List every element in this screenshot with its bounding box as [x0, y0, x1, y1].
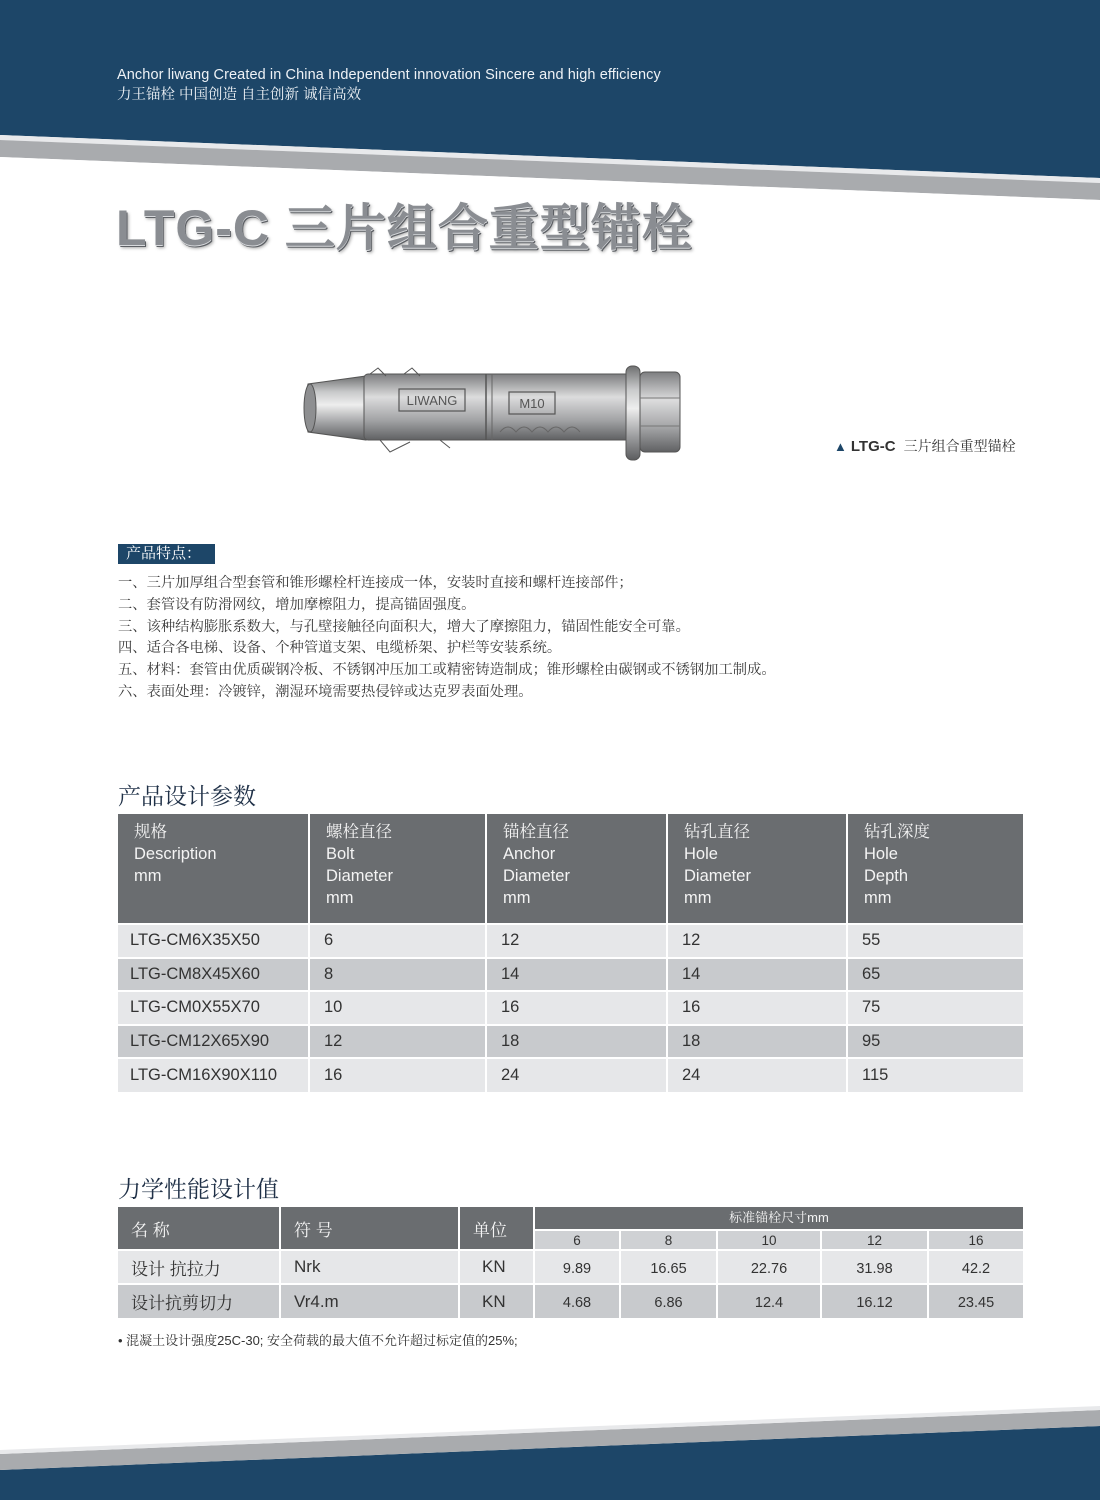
cell-value: 31.98 — [821, 1250, 928, 1284]
header-anchor-diameter: 锚栓直径 Anchor Diameter mm — [486, 814, 667, 924]
features-list — [118, 573, 776, 704]
cell-value: 16.12 — [821, 1284, 928, 1318]
table-row — [118, 991, 1023, 1025]
cell-hole-depth: 55 — [847, 924, 1023, 958]
cell-value: 9.89 — [534, 1250, 620, 1284]
header-size: 12 — [821, 1230, 928, 1250]
cell-hole-depth: 75 — [847, 991, 1023, 1025]
params-section-title: 产品设计参数 — [118, 783, 256, 809]
cell-hole-depth: 115 — [847, 1058, 1023, 1092]
feature-item: 二、套管设有防滑网纹，增加摩檫阻力，提高锚固强度。 — [118, 596, 476, 613]
cell-bolt-diameter: 12 — [309, 1025, 486, 1059]
feature-item: 三、该种结构膨胀系数大，与孔壁接触径向面积大，增大了摩擦阻力，锚固性能安全可靠。 — [118, 618, 690, 635]
product-caption — [834, 436, 1016, 456]
header-hole-diameter: 钻孔直径 Hole Diameter mm — [667, 814, 847, 924]
table-row — [118, 1058, 1023, 1092]
params-table — [118, 814, 1023, 1092]
cell-spec: LTG-CM8X45X60 — [118, 958, 309, 992]
header-size: 6 — [534, 1230, 620, 1250]
cell-hole-diameter: 14 — [667, 958, 847, 992]
tagline-chinese: 力王锚栓 中国创造 自主创新 诚信高效 — [117, 87, 362, 103]
header-symbol: 符 号 — [280, 1207, 459, 1250]
cell-bolt-diameter: 10 — [309, 991, 486, 1025]
table-row — [118, 1250, 1023, 1284]
table-row — [118, 924, 1023, 958]
tagline-english: Anchor liwang Created in China Independent innovation Sincere and high efficiency — [117, 67, 661, 83]
cell-value: 23.45 — [928, 1284, 1023, 1318]
cell-bolt-diameter: 16 — [309, 1058, 486, 1092]
footer-band — [0, 1400, 1100, 1500]
cell-anchor-diameter: 16 — [486, 991, 667, 1025]
caption-name: 三片组合重型锚栓 — [903, 438, 1016, 454]
cell-anchor-diameter: 24 — [486, 1058, 667, 1092]
feature-item: 四、适合各电梯、设备、个种管道支架、电缆桥架、护栏等安装系统。 — [118, 640, 562, 657]
table-row — [118, 1284, 1023, 1318]
cell-symbol: Vr4.m — [280, 1284, 459, 1318]
product-photo — [300, 362, 686, 472]
header-size: 10 — [717, 1230, 821, 1250]
cell-hole-diameter: 16 — [667, 991, 847, 1025]
header-name: 名 称 — [118, 1207, 280, 1250]
footnote: • 混凝土设计强度25C-30; 安全荷载的最大值不允许超过标定值的25%; — [118, 1333, 518, 1348]
cell-hole-depth: 65 — [847, 958, 1023, 992]
params-header-row — [118, 814, 1023, 924]
cell-unit: KN — [459, 1250, 534, 1284]
cell-value: 12.4 — [717, 1284, 821, 1318]
bolt-marking-brand: LIWANG — [406, 393, 458, 408]
feature-item: 五、材料：套管由优质碳钢冷板、不锈钢冲压加工或精密铸造制成；锥形螺栓由碳钢或不锈钢加工制成。 — [118, 662, 776, 679]
cell-name: 设计 抗拉力 — [118, 1250, 280, 1284]
cell-value: 6.86 — [620, 1284, 717, 1318]
cell-hole-diameter: 12 — [667, 924, 847, 958]
page-title: LTG-C 三片组合重型锚栓 — [116, 200, 693, 256]
bolt-marking-size: M10 — [519, 396, 545, 411]
cell-value: 22.76 — [717, 1250, 821, 1284]
caption-model: LTG-C — [850, 438, 896, 455]
table-row — [118, 1025, 1023, 1059]
triangle-icon: ▲ — [834, 439, 847, 454]
cell-spec: LTG-CM16X90X110 — [118, 1058, 309, 1092]
cell-name: 设计抗剪切力 — [118, 1284, 280, 1318]
header-anchor-size-group: 标准锚栓尺寸mm — [534, 1207, 1023, 1230]
header-hole-depth: 钻孔深度 Hole Depth mm — [847, 814, 1023, 924]
cell-hole-depth: 95 — [847, 1025, 1023, 1059]
mechanics-section-title: 力学性能设计值 — [118, 1176, 279, 1202]
cell-spec: LTG-CM12X65X90 — [118, 1025, 309, 1059]
cell-bolt-diameter: 8 — [309, 958, 486, 992]
header-bolt-diameter: 螺栓直径 Bolt Diameter mm — [309, 814, 486, 924]
cell-unit: KN — [459, 1284, 534, 1318]
cell-spec: LTG-CM0X55X70 — [118, 991, 309, 1025]
cell-bolt-diameter: 6 — [309, 924, 486, 958]
cell-value: 42.2 — [928, 1250, 1023, 1284]
header-size: 16 — [928, 1230, 1023, 1250]
cell-hole-diameter: 18 — [667, 1025, 847, 1059]
cell-symbol: Nrk — [280, 1250, 459, 1284]
features-label: 产品特点： — [118, 544, 215, 564]
header-tagline — [117, 66, 661, 105]
cell-anchor-diameter: 18 — [486, 1025, 667, 1059]
cell-anchor-diameter: 12 — [486, 924, 667, 958]
mechanics-table — [118, 1207, 1023, 1318]
feature-item: 六、表面处理：冷镀锌，潮湿环境需要热侵锌或达克罗表面处理。 — [118, 683, 533, 700]
cell-anchor-diameter: 14 — [486, 958, 667, 992]
cell-hole-diameter: 24 — [667, 1058, 847, 1092]
cell-value: 16.65 — [620, 1250, 717, 1284]
cell-spec: LTG-CM6X35X50 — [118, 924, 309, 958]
header-unit: 单位 — [459, 1207, 534, 1250]
cell-value: 4.68 — [534, 1284, 620, 1318]
feature-item: 一、三片加厚组合型套管和锥形螺栓杆连接成一体，安装时直接和螺杆连接部件； — [118, 575, 633, 591]
header-size: 8 — [620, 1230, 717, 1250]
table-row — [118, 958, 1023, 992]
header-description: 规格 Description mm — [118, 814, 309, 924]
